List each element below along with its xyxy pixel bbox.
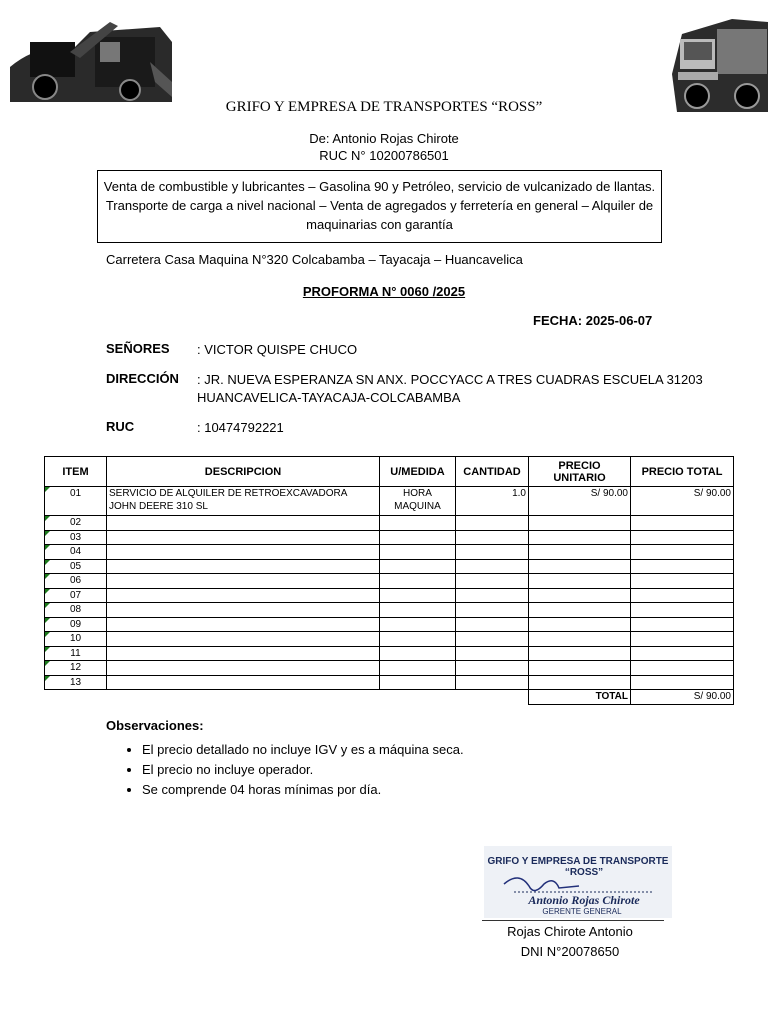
item-unit-line-1: HORA [403, 488, 432, 499]
signer-dni: DNI N°20078650 [520, 944, 620, 959]
empty-cell [529, 516, 631, 531]
empty-cell [631, 603, 734, 618]
header-unit-price: PRECIO UNITARIO [529, 457, 631, 487]
table-row [45, 646, 734, 661]
empty-cell [380, 545, 456, 560]
item-number: 07 [45, 588, 107, 603]
empty-cell [529, 545, 631, 560]
proforma-number: PROFORMA N° 0060 /2025 [302, 284, 466, 299]
item-quantity: 1.0 [456, 487, 529, 516]
empty-cell [107, 545, 380, 560]
table-row [45, 559, 734, 574]
observation-item: • El precio no incluye operador. [142, 760, 464, 780]
empty-cell [380, 516, 456, 531]
table-row [45, 516, 734, 531]
table-row [45, 545, 734, 560]
empty-cell [380, 661, 456, 676]
observations-list [110, 740, 464, 800]
empty-cell [456, 516, 529, 531]
item-description-line-1: SERVICIO DE ALQUILER DE RETROEXCAVADORA [109, 488, 348, 499]
table-header-row [45, 457, 734, 487]
empty-cell [631, 588, 734, 603]
table-row [45, 530, 734, 545]
table-row [45, 617, 734, 632]
empty-cell [529, 588, 631, 603]
empty-cell [529, 559, 631, 574]
total-label: TOTAL [529, 690, 631, 705]
direccion-line-1: : JR. NUEVA ESPERANZA SN ANX. POCCYACC A TRES CUADRAS ESCUELA 31203 [197, 372, 703, 387]
dump-truck-photo [672, 14, 768, 112]
items-table [44, 456, 734, 705]
empty-cell [380, 646, 456, 661]
empty-cell [456, 559, 529, 574]
empty-cell [380, 574, 456, 589]
empty-cell [107, 675, 380, 690]
empty-cell [107, 574, 380, 589]
empty-cell [380, 588, 456, 603]
item-unit-price: S/ 90.00 [529, 487, 631, 516]
empty-cell [456, 588, 529, 603]
header-quantity: CANTIDAD [456, 457, 529, 487]
item-number: 12 [45, 661, 107, 676]
observations-title: Observaciones: [106, 718, 204, 733]
item-number: 11 [45, 646, 107, 661]
empty-cell [456, 530, 529, 545]
empty-cell [631, 530, 734, 545]
empty-cell [631, 632, 734, 647]
item-number: 03 [45, 530, 107, 545]
table-row [45, 574, 734, 589]
empty-cell [456, 617, 529, 632]
item-total-price: S/ 90.00 [631, 487, 734, 516]
item-description [107, 487, 380, 516]
signer-name: Rojas Chirote Antonio [507, 924, 633, 939]
empty-cell [380, 530, 456, 545]
item-number: 08 [45, 603, 107, 618]
empty-cell [456, 574, 529, 589]
item-description-line-2: JOHN DEERE 310 SL [109, 501, 208, 512]
empty-cell [529, 646, 631, 661]
item-number: 10 [45, 632, 107, 647]
services-line-3: maquinarias con garantía [306, 217, 453, 232]
empty-cell [529, 675, 631, 690]
empty-cell [107, 632, 380, 647]
empty-cell [456, 646, 529, 661]
item-number: 05 [45, 559, 107, 574]
empty-cell [631, 661, 734, 676]
senores-label: SEÑORES [106, 341, 170, 356]
empty-cell [529, 603, 631, 618]
total-value: S/ 90.00 [631, 690, 734, 705]
stamp-line-2: “ROSS” [564, 867, 604, 878]
signature-block [480, 922, 660, 962]
empty-cell [107, 516, 380, 531]
empty-cell [107, 617, 380, 632]
empty-cell [631, 646, 734, 661]
empty-cell [631, 675, 734, 690]
from-line: De: Antonio Rojas Chirote [309, 131, 459, 146]
empty-cell [107, 646, 380, 661]
header-unit: U/MEDIDA [380, 457, 456, 487]
company-address: Carretera Casa Maquina N°320 Colcabamba – Tayacaja – Huancavelica [106, 252, 523, 267]
empty-cell [529, 632, 631, 647]
direccion-value [197, 371, 703, 407]
item-unit [380, 487, 456, 516]
empty-cell [529, 574, 631, 589]
total-row [45, 690, 734, 705]
empty-cell [456, 661, 529, 676]
header-total-price: PRECIO TOTAL [631, 457, 734, 487]
backhoe-photo [10, 22, 172, 102]
empty-cell [529, 530, 631, 545]
stamp-role: GERENTE GENERAL [542, 907, 622, 916]
services-line-1: Venta de combustible y lubricantes – Gasolina 90 y Petróleo, servicio de vulcanizado de llantas. [103, 179, 656, 194]
company-stamp [484, 846, 672, 918]
ruc-value: : 10474792221 [197, 420, 284, 435]
item-number: 13 [45, 675, 107, 690]
observation-item: • El precio detallado no incluye IGV y es a máquina seca. [142, 740, 464, 760]
item-number: 06 [45, 574, 107, 589]
empty-cell [456, 675, 529, 690]
empty-cell [529, 617, 631, 632]
empty-cell [107, 661, 380, 676]
empty-cell [107, 559, 380, 574]
senores-value: : VICTOR QUISPE CHUCO [197, 342, 358, 357]
stamp-name: Antonio Rojas Chirote [528, 893, 640, 907]
empty-cell [631, 574, 734, 589]
table-row [45, 603, 734, 618]
item-number: 01 [45, 487, 107, 516]
header-item: ITEM [45, 457, 107, 487]
empty-cell [107, 603, 380, 618]
empty-cell [380, 617, 456, 632]
empty-cell [456, 603, 529, 618]
empty-cell [631, 617, 734, 632]
empty-cell [380, 675, 456, 690]
direccion-line-2: HUANCAVELICA-TAYACAJA-COLCABAMBA [197, 390, 461, 405]
services-line-2: Transporte de carga a nivel nacional – Venta de agregados y ferretería en general – Alquiler de [105, 198, 654, 213]
services-box [97, 170, 662, 243]
company-title: GRIFO Y EMPRESA DE TRANSPORTES “ROSS” [225, 99, 543, 115]
empty-cell [456, 632, 529, 647]
signature-line [482, 920, 664, 921]
empty-cell [107, 530, 380, 545]
empty-cell [631, 559, 734, 574]
empty-cell [380, 559, 456, 574]
header-description: DESCRIPCION [107, 457, 380, 487]
item-unit-line-2: MAQUINA [394, 501, 441, 512]
observation-item: • Se comprende 04 horas mínimas por día. [142, 780, 464, 800]
proforma-date: FECHA: 2025-06-07 [533, 313, 653, 328]
ruc-label: RUC [106, 419, 135, 434]
empty-cell [631, 545, 734, 560]
table-row [45, 675, 734, 690]
empty-cell [380, 632, 456, 647]
stamp-line-1: GRIFO Y EMPRESA DE TRANSPORTE [487, 856, 669, 867]
table-row [45, 632, 734, 647]
table-row [45, 661, 734, 676]
table-row [45, 487, 734, 516]
item-number: 09 [45, 617, 107, 632]
item-number: 02 [45, 516, 107, 531]
company-ruc: RUC N° 10200786501 [319, 148, 449, 163]
direccion-label: DIRECCIÓN [106, 371, 179, 386]
empty-cell [631, 516, 734, 531]
empty-cell [529, 661, 631, 676]
empty-cell [107, 588, 380, 603]
table-row [45, 588, 734, 603]
empty-cell [456, 545, 529, 560]
item-number: 04 [45, 545, 107, 560]
empty-cell [380, 603, 456, 618]
